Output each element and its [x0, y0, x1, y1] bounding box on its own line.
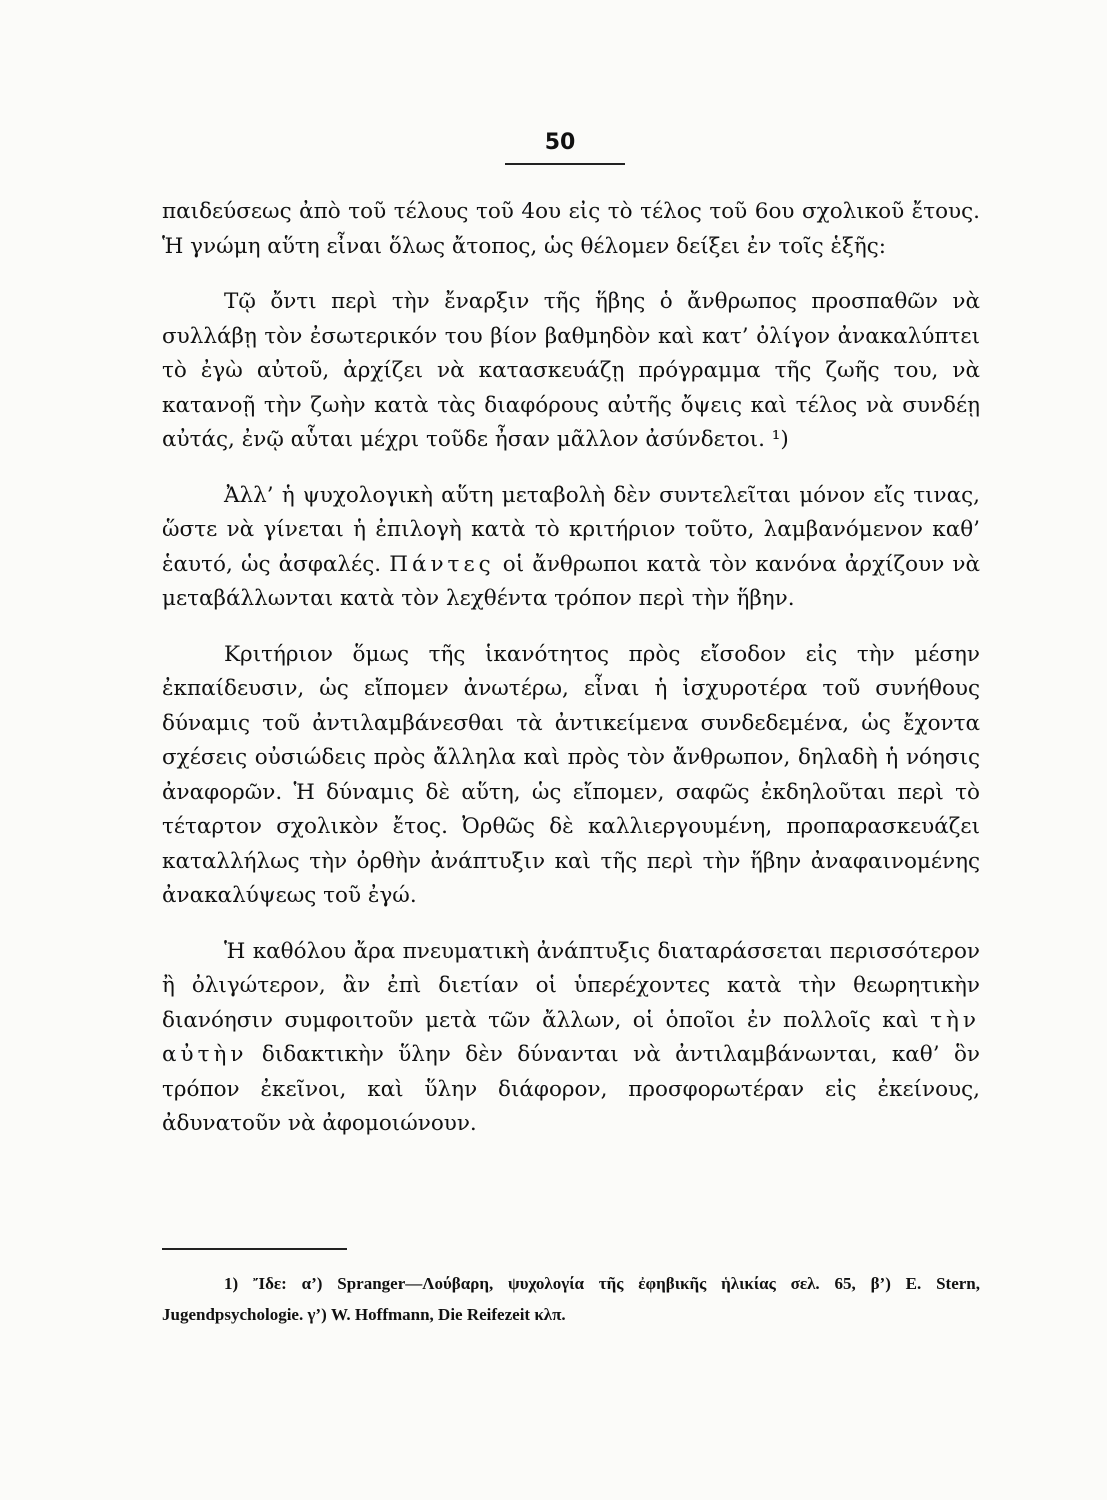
paragraph-3 — [162, 479, 980, 617]
paragraph-3-spaced-word: Πάντες — [389, 551, 495, 577]
paragraph-2: Τῷ ὄντι περὶ τὴν ἔναρξιν τῆς ἥβης ὁ ἄνθρωπος προσπαθῶν νὰ συλλάβῃ τὸν ἐσωτερικόν του βίον βαθμηδὸν καὶ κατ’ ὀλίγον ἀνακαλύπτει τὸ ἐγὼ αὐτοῦ, ἀρχίζει νὰ κατασκευάζῃ πρόγραμμα τῆς ζωῆς του, νὰ κατανοῇ τὴν ζωὴν κατὰ τὰς διαφόρους αὐτῆς ὄψεις καὶ τέλος νὰ συνδέῃ αὐτάς, ἐνῷ αὗται μέχρι τοῦδε ἦσαν μᾶλλον ἀσύνδετοι. ¹) — [162, 289, 980, 452]
paragraph-4: Κριτήριον ὅμως τῆς ἱκανότητος πρὸς εἴσοδον εἰς τὴν μέσην ἐκπαίδευσιν, ὡς εἴπομεν ἀνωτέρω, εἶναι ἡ ἰσχυροτέρα τοῦ συνήθους δύναμις τοῦ ἀντιλαμβάνεσθαι τὰ ἀντικείμενα συνδεδεμένα, ὡς ἔχοντα σχέσεις οὐσιώδεις πρὸς ἄλληλα καὶ πρὸς τὸν ἄνθρωπον, δηλαδὴ ἡ νόησις ἀναφορῶν. Ἡ δύναμις δὲ αὕτη, ὡς εἴπομεν, σαφῶς ἐκδηλοῦται περὶ τὸ τέταρτον σχολικὸν ἔτος. Ὀρθῶς δὲ καλλιεργουμένη, προπαρασκευάζει καταλλήλως τὴν ὀρθὴν ἀνάπτυξιν καὶ τῆς περὶ τὴν ἥβην ἀναφαινομένης ἀνακαλύψεως τοῦ ἐγώ. — [162, 641, 980, 908]
paragraph-5-spaced-words: τὴν αὐτὴν — [162, 1007, 980, 1067]
page-number-rule — [505, 163, 625, 165]
body-text — [162, 195, 980, 1142]
footnotes — [162, 1268, 980, 1330]
footnote-rule — [162, 1248, 347, 1250]
paragraph-5 — [162, 935, 980, 1142]
page-number: 50 — [544, 130, 576, 155]
paragraph-5-before: Ἡ καθόλου ἄρα πνευματικὴ ἀνάπτυξις διαταράσσεται περισσότερον ἢ ὀλιγώτερον, ἂν ἐπὶ διετίαν οἱ ὑπερέχοντες κατὰ τὴν θεωρητικὴν διανόησιν συμφοιτοῦν μετὰ τῶν ἄλλων, οἱ ὁποῖοι ἐν πολλοῖς καὶ — [162, 938, 980, 1033]
paragraph-1: παιδεύσεως ἀπὸ τοῦ τέλους τοῦ 4ου εἰς τὸ τέλος τοῦ 6ου σχολικοῦ ἔτους. Ἡ γνώμη αὕτη εἶναι ὅλως ἄτοπος, ὡς θέλομεν δείξει ἐν τοῖς ἑξῆς: — [162, 199, 980, 259]
paragraph-5-after: διδακτικὴν ὕλην δὲν δύνανται νὰ ἀντιλαμβάνωνται, καθ’ ὃν τρόπον ἐκεῖνοι, καὶ ὕλην διάφορον, προσφορωτέραν εἰς ἐκείνους, ἀδυνατοῦν νὰ ἀφομοιώνουν. — [162, 1042, 980, 1136]
footnote-1: 1) Ἴδε: α’) Spranger—Λούβαρη, ψυχολογία τῆς ἐφηβικῆς ἡλικίας σελ. 65, β’) E. Stern, Jugendpsychologie. γ’) W. Hoffmann, Die Reifezeit κλπ. — [162, 1274, 980, 1324]
paragraph-3-after: οἱ ἄνθρωποι κατὰ τὸν κανόνα ἀρχίζουν νὰ μεταβάλλωνται κατὰ τὸν λεχθέντα τρόπον περὶ τὴν ἥβην. — [162, 551, 980, 611]
paragraph-3-before: Ἀλλ’ ἡ ψυχολογικὴ αὕτη μεταβολὴ δὲν συντελεῖται μόνον εἴς τινας, ὥστε νὰ γίνεται ἡ ἐπιλογὴ κατὰ τὸ κριτήριον τοῦτο, λαμβανόμενον καθ’ ἑαυτό, ὡς ἀσφαλές. — [162, 482, 980, 577]
